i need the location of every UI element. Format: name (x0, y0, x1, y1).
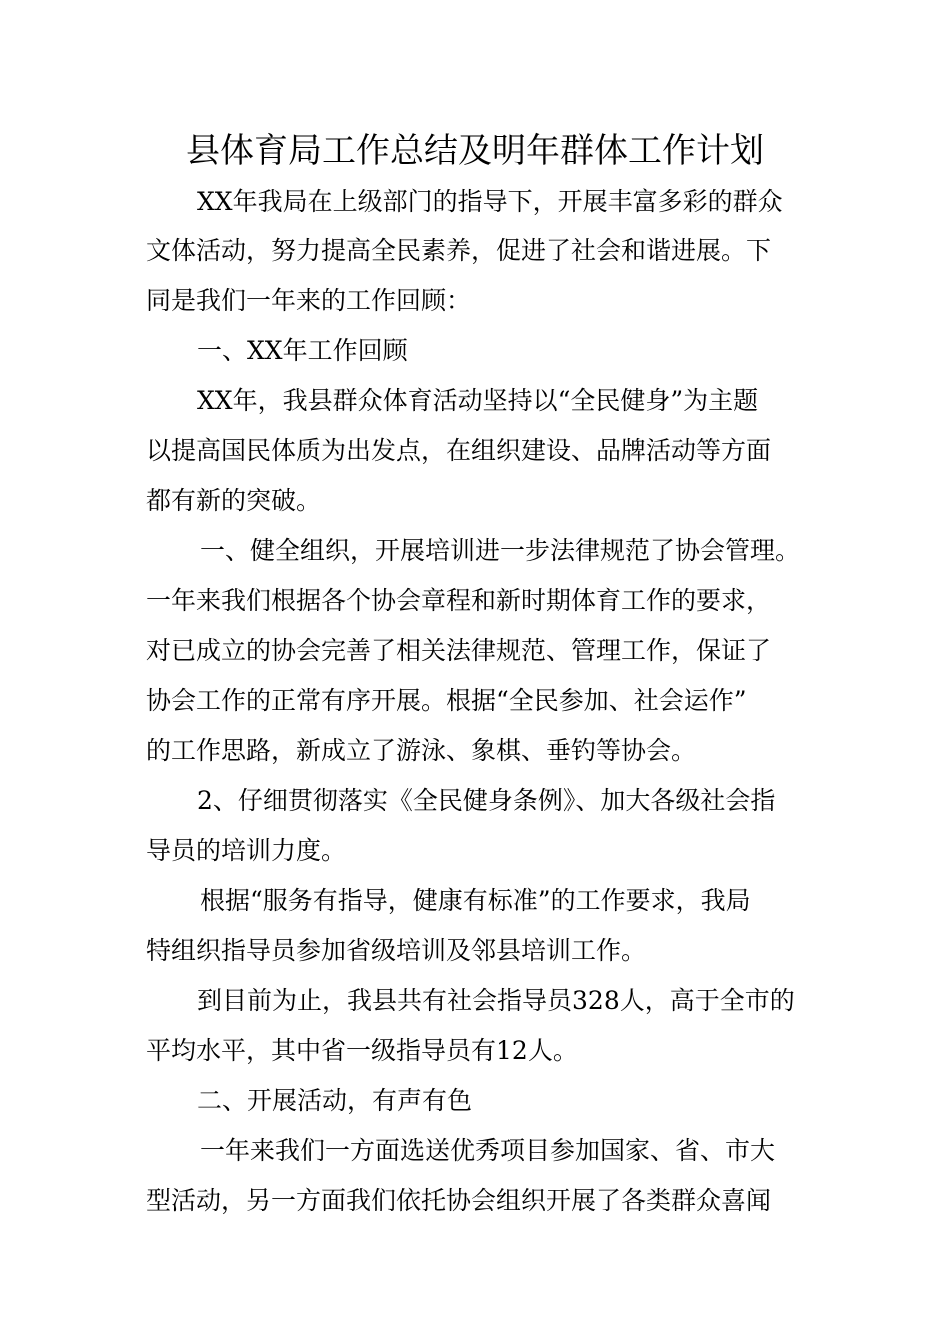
body-line: 2、仔细贯彻落实《全民健身条例》、加大各级社会指 (197, 786, 776, 815)
body-line: 一年来我们一方面选送优秀项目参加国家、省、市大 (200, 1136, 776, 1165)
body-line: 导员的培训力度。 (146, 836, 347, 865)
body-line: 特组织指导员参加省级培训及邻县培训工作。 (146, 936, 647, 965)
body-line: 一年来我们根据各个协会章程和新时期体育工作的要求， (146, 586, 772, 615)
document-title: 县体育局工作总结及明年群体工作计划 (186, 131, 764, 171)
body-line: 文体活动，努力提高全民素养，促进了社会和谐进展。下 (146, 236, 772, 265)
body-line: 同是我们一年来的工作回顾： (146, 286, 472, 315)
body-line: 以提高国民体质为出发点，在组织建设、品牌活动等方面 (146, 436, 772, 465)
body-line: 对已成立的协会完善了相关法律规范、管理工作，保证了 (146, 636, 772, 665)
body-line: XX年我局在上级部门的指导下，开展丰富多彩的群众 (197, 187, 783, 216)
body-line: 协会工作的正常有序开展。根据“全民参加、社会运作” (146, 686, 747, 715)
body-line: XX年，我县群众体育活动坚持以“全民健身”为主题 (197, 386, 759, 415)
section-heading: 一、XX年工作回顾 (197, 336, 408, 365)
body-line: 平均水平，其中省一级指导员有12人。 (146, 1036, 578, 1065)
body-line: 一、健全组织，开展培训进一步法律规范了协会管理。 (200, 536, 801, 565)
section-heading: 二、开展活动，有声有色 (197, 1086, 473, 1115)
body-line: 到目前为止，我县共有社会指导员328人，高于全市的 (197, 986, 795, 1015)
body-line: 的工作思路，新成立了游泳、象棋、垂钓等协会。 (146, 736, 697, 765)
body-line: 根据“服务有指导，健康有标准”的工作要求，我局 (200, 886, 751, 915)
body-line: 都有新的突破。 (146, 486, 322, 515)
body-line: 型活动，另一方面我们依托协会组织开展了各类群众喜闻 (146, 1186, 772, 1215)
